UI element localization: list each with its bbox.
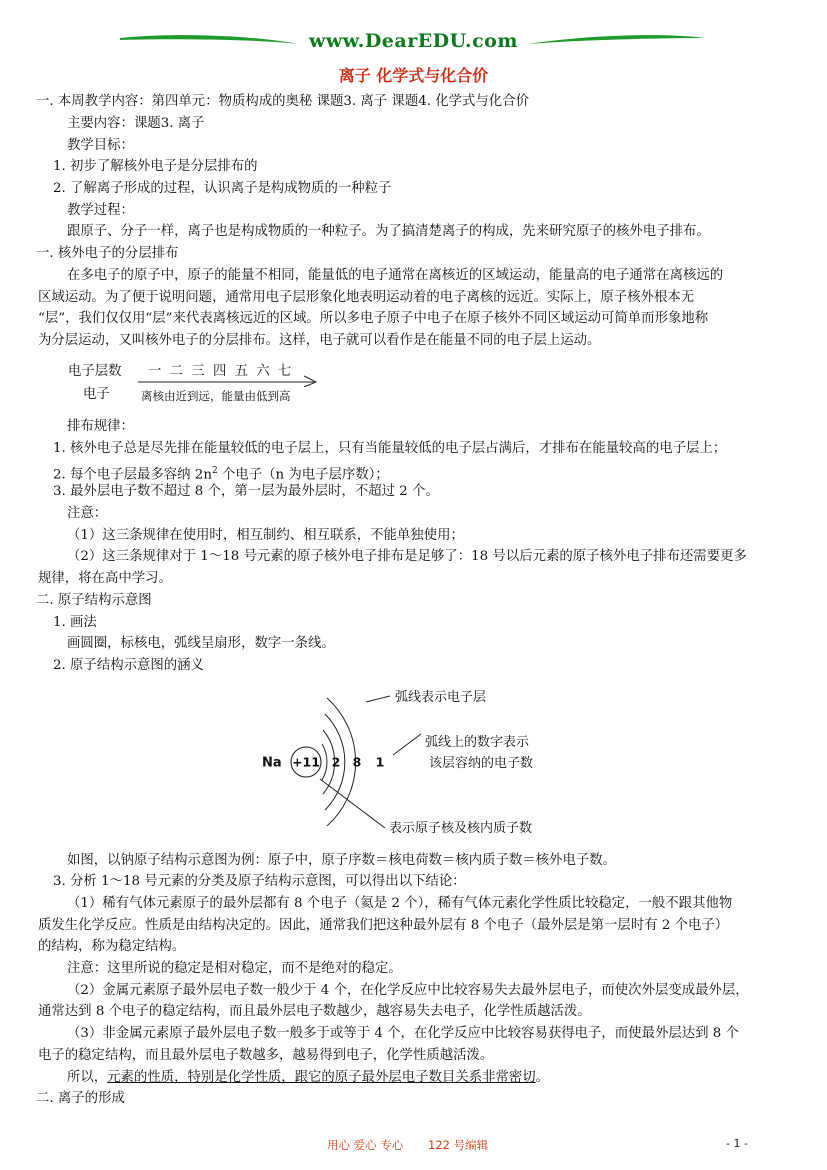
list-item: 1. 初步了解核外电子是分层排布的 <box>53 159 258 174</box>
footer-editor: 122 号编辑 <box>428 1138 489 1152</box>
text-line: （2）金属元素原子最外层电子数一般少于 4 个，在化学反应中比较容易失去最外层电子，而使次外层变成最外层， <box>67 983 749 998</box>
label-number-1: 弧线上的数字表示 <box>425 735 530 750</box>
footer-slogan: 用心 爱心 专心 <box>327 1138 404 1152</box>
text-line: （1）这三条规律在使用时，相互制约、相互联系，不能单独使用； <box>67 528 464 543</box>
text-line: 质发生化学反应。性质是由结构决定的。因此，通常我们把这种最外层有 8 个电子（最外层是第一层时有 2 个电子） <box>38 918 729 933</box>
text-line: “层”，我们仅仅用“层”来代表离核远近的区域。所以多电子原子中电子在原子核外不同区域运动可简单而形象地称 <box>38 311 709 326</box>
page-title: 离子 化学式与化合价 <box>338 66 489 85</box>
section-heading: 二. 离子的形成 <box>36 1091 125 1106</box>
shell-count: 1 <box>375 754 385 770</box>
label-nucleus: 表示原子核及核内质子数 <box>389 821 533 836</box>
list-item: 1. 核外电子总是尽先排在能量较低的电子层上，只有当能量较低的电子层占满后，才排布在能量较高的电子层上； <box>53 441 727 456</box>
direction-arrow <box>136 373 321 387</box>
text-line: 一. 本周教学内容：第四单元：物质构成的奥秘 课题3. 离子 课题4. 化学式与化合价 <box>36 94 529 109</box>
list-item: 2. 了解离子形成的过程，认识离子是构成物质的一种粒子 <box>53 181 392 196</box>
sodium-atom-diagram <box>250 682 570 842</box>
arrow-caption: 离核由近到远，能量由低到高 <box>141 389 291 403</box>
page-number: - 1 - <box>726 1137 748 1150</box>
shell-arc <box>322 744 327 780</box>
list-item: 2. 每个电子层最多容纳 $2n^2$ 个电子（n 为电子层序数）； <box>53 466 389 483</box>
shell-label: 电子层数 <box>68 364 122 379</box>
text-line: 的结构，称为稳定结构。 <box>38 939 186 954</box>
electron-label: 电子 <box>83 387 110 402</box>
text-line: 主要内容：课题3. 离子 <box>67 116 205 131</box>
text-line: 注意：这里所说的稳定是相对稳定，而不是绝对的稳定。 <box>67 961 402 976</box>
list-item: 3. 最外层电子数不超过 8 个，第一层为最外层时，不超过 2 个。 <box>53 484 439 499</box>
list-item: 2. 原子结构示意图的涵义 <box>53 658 204 673</box>
text-line: 区域运动。为了便于说明问题，通常用电子层形象化地表明运动着的电子离核的远近。实际上，原子核外根本无 <box>38 290 695 305</box>
shell-count: 8 <box>352 754 362 770</box>
callout-line <box>366 696 390 702</box>
text-line: 电子的稳定结构，而且最外层电子数越多，越易得到电子，化学性质越活泼。 <box>38 1048 494 1063</box>
list-item: 1. 画法 <box>53 615 97 630</box>
shell-numbers: 一 二 三 四 五 六 七 <box>148 364 294 379</box>
text-line: 画圆圈，标核电，弧线呈扇形，数字一条线。 <box>67 636 335 651</box>
element-symbol: Na <box>262 755 282 771</box>
label-number-2: 该层容纳的电子数 <box>429 756 534 771</box>
list-item: 3. 分析 1～18 号元素的分类及原子结构示意图，可以得出以下结论： <box>53 874 466 889</box>
text-line: （2）这三条规律对于 1～18 号元素的原子核外电子排布是足够了：18 号以后元素的原子核外电子排布还需要更多 <box>67 549 747 564</box>
text-line: 所以，元素的性质，特别是化学性质，跟它的原子最外层电子数目关系非常密切。 <box>67 1070 550 1085</box>
text-line: 注意： <box>67 506 108 521</box>
section-heading: 二. 原子结构示意图 <box>36 593 152 608</box>
underlined-statement: 元素的性质，特别是化学性质，跟它的原子最外层电子数目关系非常密切 <box>107 1070 536 1085</box>
text-line: 为分层运动，又叫核外电子的分层排布。这样，电子就可以看作是在能量不同的电子层上运动。 <box>38 333 601 348</box>
text-line: 通常达到 8 个电子的稳定结构，而且最外层电子数越少，越容易失去电子，化学性质越活泼。 <box>38 1004 591 1019</box>
text-line: （1）稀有气体元素原子的最外层都有 8 个电子（氦是 2 个），稀有气体元素化学性质比较稳定，一般不跟其他物 <box>67 896 733 911</box>
text-line: 规律，将在高中学习。 <box>38 571 172 586</box>
text-line: 如图，以钠原子结构示意图为例：原子中，原子序数＝核电荷数＝核内质子数＝核外电子数。 <box>67 853 617 868</box>
callout-line <box>393 734 421 755</box>
text-line: 排布规律： <box>67 419 134 434</box>
nucleus-charge: +11 <box>292 754 320 770</box>
text-line: 跟原子、分子一样，离子也是构成物质的一种粒子。为了搞清楚离子的构成，先来研究原子的核外电子排布。 <box>67 224 710 239</box>
text-line: 教学目标： <box>67 138 134 153</box>
label-arc: 弧线表示电子层 <box>395 690 487 705</box>
section-heading: 一. 核外电子的分层排布 <box>36 246 179 261</box>
text-line: （3）非金属元素原子最外层电子数一般多于或等于 4 个，在化学反应中比较容易获得电子，而使最外层达到 8 个 <box>67 1026 739 1041</box>
text-line: 在多电子的原子中，原子的能量不相同，能量低的电子通常在离核近的区域运动，能量高的电子通常在离核远的 <box>67 268 724 283</box>
site-logo: www.DearEDU.com <box>309 30 518 52</box>
shell-count: 2 <box>331 754 341 770</box>
text-line: 教学过程： <box>67 203 134 218</box>
